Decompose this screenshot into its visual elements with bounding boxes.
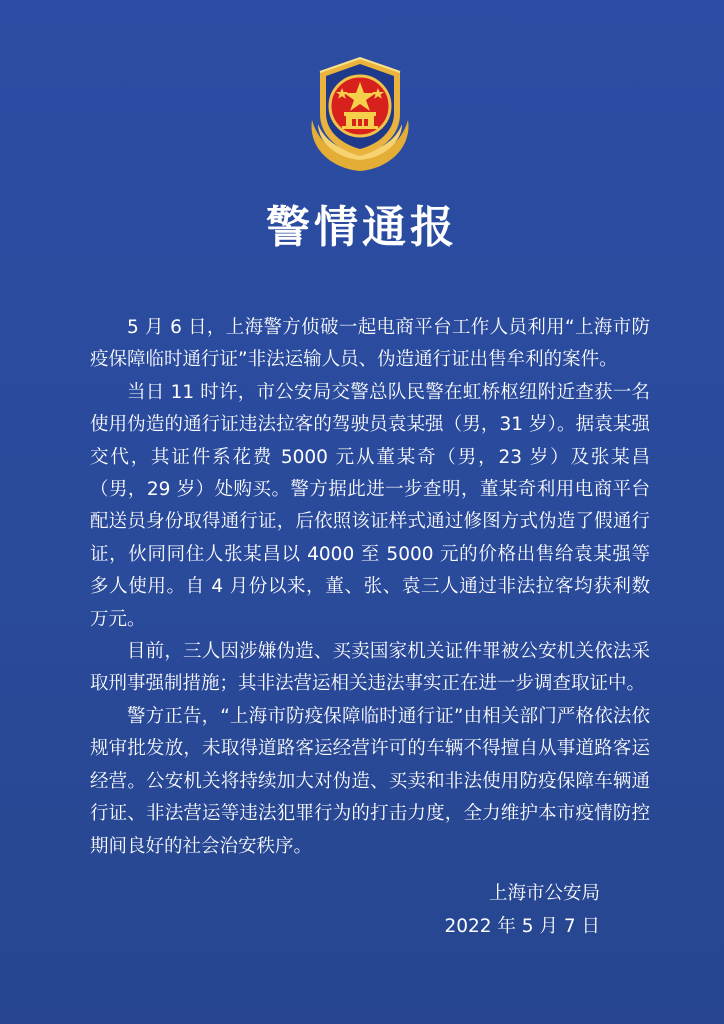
signature-block (444, 877, 600, 943)
notice-title: 警情通报 (266, 202, 458, 253)
signature-org: 上海市公安局 (488, 883, 600, 904)
signature-date: 2022 年 5 月 7 日 (444, 916, 600, 937)
paragraph-1: 5 月 6 日，上海警方侦破一起电商平台工作人员利用“上海市防疫保障临时通行证”非法运输人员、伪造通行证出售牟利的案件。 (90, 317, 650, 371)
paragraph-4: 警方正告，“上海市防疫保障临时通行证”由相关部门严格依法依规审批发放，未取得道路客运经营许可的车辆不得擅自从事道路客运经营。公安机关将持续加大对伪造、买卖和非法使用防疫保障车辆通行证、非法营运等违法犯罪行为的打击力度，全力维护本市疫情防控期间良好的社会治安秩序。 (90, 705, 650, 857)
paragraph-2: 当日 11 时许，市公安局交警总队民警在虹桥枢纽附近查获一名使用伪造的通行证违法拉客的驾驶员袁某强（男，31 岁）。据袁某强交代，其证件系花费 5000 元从董某奇（男，23 岁）及张某昌（男，29 岁）处购买。警方据此进一步查明，董某奇利用电商平台配送员身份取得通行证，后依照该证样式通过修图方式伪造了假通行证，伙同同住人张某昌以 4000 至 5000 元的价格出售给袁某强等多人使用。自 4 月份以来，董、张、袁三人通过非法拉客均获利数万元。 (90, 381, 650, 630)
paragraph-3: 目前，三人因涉嫌伪造、买卖国家机关证件罪被公安机关依法采取刑事强制措施；其非法营运相关违法事实正在进一步调查取证中。 (90, 641, 650, 695)
notice-body (90, 312, 650, 863)
police-emblem-icon (298, 50, 422, 174)
